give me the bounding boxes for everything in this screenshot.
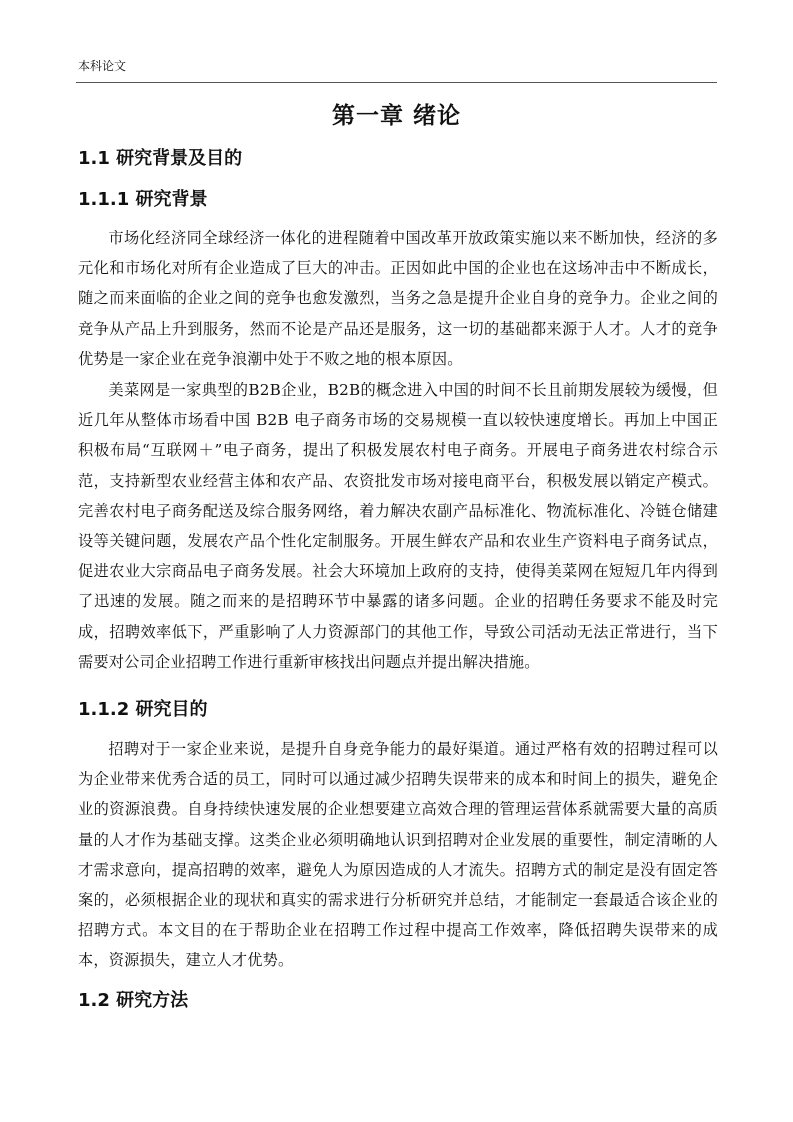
section-heading-1-1: 1.1 研究背景及目的 (78, 148, 243, 169)
chapter-title: 第一章 绪论 (331, 103, 461, 129)
subsection-heading-1-1-2: 1.1.2 研究目的 (78, 699, 208, 720)
subsection-heading-1-1-1: 1.1.1 研究背景 (78, 189, 208, 210)
header-divider (76, 82, 717, 83)
paragraph-background-1: 市场化经济同全球经济一体化的进程随着中国改革开放政策实施以来不断加快，经济的多元化和市场化对所有企业造成了巨大的冲击。正因如此中国的企业也在这场冲击中不断成长，随之而来面临的企业之间的竞争也愈发激烈，当务之急是提升企业自身的竞争力。企业之间的竞争从产品上升到服务，然而不论是产品还是服务，这一切的基础都来源于人才。人才的竞争优势是一家企业在竞争浪潮中处于不败之地的根本原因。 (78, 229, 718, 368)
section-heading-1-2: 1.2 研究方法 (78, 990, 189, 1011)
running-header: 本科论文 (78, 59, 127, 73)
paragraph-background-2: 美菜网是一家典型的B2B企业，B2B的概念进入中国的时间不长且前期发展较为缓慢，但近几年从整体市场看中国 B2B 电子商务市场的交易规模一直以较快速度增长。再加上中国正积极布局“互联网＋”电子商务，提出了积极发展农村电子商务。开展电子商务进农村综合示范，支持新型农业经营主体和农产品、农资批发市场对接电商平台，积极发展以销定产模式。完善农村电子商务配送及综合服务网络，着力解决农副产品标准化、物流标准化、冷链仓储建设等关键问题，发展农产品个性化定制服务。开展生鲜农产品和农业生产资料电子商务试点，促进农业大宗商品电子商务发展。社会大环境加上政府的支持，使得美菜网在短短几年内得到了迅速的发展。随之而来的是招聘环节中暴露的诸多问题。企业的招聘任务要求不能及时完成，招聘效率低下，严重影响了人力资源部门的其他工作，导致公司活动无法正常进行，当下需要对公司企业招聘工作进行重新审核找出问题点并提出解决措施。 (78, 381, 718, 671)
paragraph-purpose-1: 招聘对于一家企业来说，是提升自身竞争能力的最好渠道。通过严格有效的招聘过程可以为企业带来优秀合适的员工，同时可以通过减少招聘失误带来的成本和时间上的损失，避免企业的资源浪费。自身持续快速发展的企业想要建立高效合理的管理运营体系就需要大量的高质量的人才作为基础支撑。这类企业必须明确地认识到招聘对企业发展的重要性，制定清晰的人才需求意向，提高招聘的效率，避免人为原因造成的人才流失。招聘方式的制定是没有固定答案的，必须根据企业的现状和真实的需求进行分析研究并总结，才能制定一套最适合该企业的招聘方式。本文目的在于帮助企业在招聘工作过程中提高工作效率，降低招聘失误带来的成本，资源损失，建立人才优势。 (78, 740, 718, 970)
